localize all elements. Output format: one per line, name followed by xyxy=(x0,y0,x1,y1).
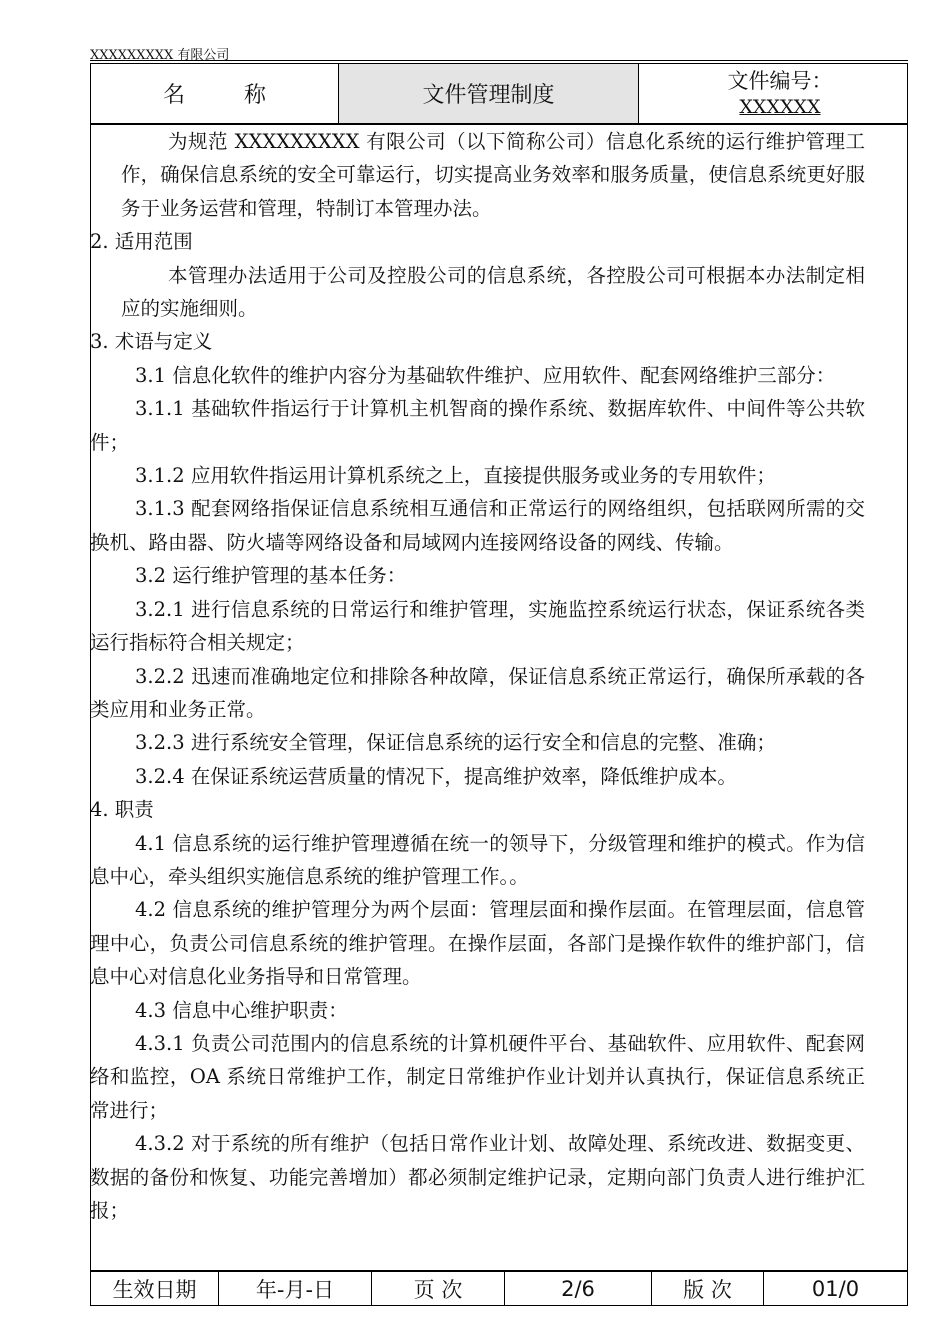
document-number-label: 文件编号： xyxy=(727,68,833,93)
body-paragraph: 4.3.2 对于系统的所有维护（包括日常作业计划、故障处理、系统改进、数据变更、数据的备份和恢复、功能完善增加）都必须制定维护记录，定期向部门负责人进行维护汇报； xyxy=(90,1132,865,1222)
effective-date-label: 生效日期 xyxy=(91,1272,219,1305)
section-heading: 2. 适用范围 xyxy=(90,230,193,254)
version-number: 01/0 xyxy=(811,1276,860,1301)
version-label: 版 次 xyxy=(652,1272,764,1305)
body-paragraph: 3.1.2 应用软件指运用计算机系统之上，直接提供服务或业务的专用软件； xyxy=(135,464,776,488)
section-heading: 4. 职责 xyxy=(90,798,154,822)
page-number: 2/6 xyxy=(505,1272,652,1305)
body-paragraph: 3.2.1 进行信息系统的日常运行和维护管理，实施监控系统运行状态，保证系统各类运行指标符合相关规定； xyxy=(90,597,865,655)
body-paragraph: 3.1.3 配套网络指保证信息系统相互通信和正常运行的网络组织，包括联网所需的交换机、路由器、防火墙等网络设备和局域网内连接网络设备的网线、传输。 xyxy=(90,497,865,554)
body-paragraph: 为规范 XXXXXXXXX 有限公司（以下简称公司）信息化系统的运行维护管理工作，确保信息系统的安全可靠运行，切实提高业务效率和服务质量，使信息系统更好服务于业务运营和管理，特制订本管理办法。 xyxy=(121,130,865,220)
body-paragraph: 4.1 信息系统的运行维护管理遵循在统一的领导下，分级管理和维护的模式。作为信息中心，牵头组织实施信息系统的维护管理工作。。 xyxy=(90,831,865,888)
body-paragraph: 3.2 运行维护管理的基本任务： xyxy=(135,564,407,588)
body-paragraph: 3.1.1 基础软件指运行于计算机主机智商的操作系统、数据库软件、中间件等公共软件； xyxy=(90,397,865,454)
name-label: 名 称 xyxy=(91,64,339,123)
body-paragraph: 4.3 信息中心维护职责： xyxy=(135,998,348,1022)
body-paragraph: 3.2.2 迅速而准确地定位和排除各种故障，保证信息系统正常运行，确保所承载的各类应用和业务正常。 xyxy=(90,664,865,721)
page-label: 页 次 xyxy=(372,1272,505,1305)
document-title: 文件管理制度 xyxy=(339,64,639,123)
body-paragraph: 3.1 信息化软件的维护内容分为基础软件维护、应用软件、配套网络维护三部分： xyxy=(135,363,836,387)
body-paragraph: 4.2 信息系统的维护管理分为两个层面：管理层面和操作层面。在管理层面，信息管理中心，负责公司信息系统的维护管理。在操作层面，各部门是操作软件的维护部门，信息中心对信息化业务指导和日常管理。 xyxy=(90,898,865,989)
body-paragraph: 本管理办法适用于公司及控股公司的信息系统，各控股公司可根据本办法制定相应的实施细则。 xyxy=(121,263,865,321)
document-footer xyxy=(90,1270,908,1306)
document-number: XXXXXX xyxy=(739,95,821,118)
header-rule xyxy=(90,60,908,61)
body-paragraph: 4.3.1 负责公司范围内的信息系统的计算机硬件平台、基础软件、应用软件、配套网络和监控，OA 系统日常维护工作，制定日常维护作业计划并认真执行，保证信息系统正常进行； xyxy=(90,1031,865,1122)
company-name: XXXXXXXXX 有限公司 xyxy=(90,48,230,63)
document-body xyxy=(90,125,865,1227)
document-number-cell xyxy=(639,64,907,123)
body-paragraph: 3.2.3 进行系统安全管理，保证信息系统的运行安全和信息的完整、准确； xyxy=(135,731,776,755)
document-header xyxy=(90,63,908,125)
effective-date-value: 年-月-日 xyxy=(219,1272,372,1305)
section-heading: 3. 术语与定义 xyxy=(90,330,213,354)
body-paragraph: 3.2.4 在保证系统运营质量的情况下，提高维护效率，降低维护成本。 xyxy=(135,764,737,788)
